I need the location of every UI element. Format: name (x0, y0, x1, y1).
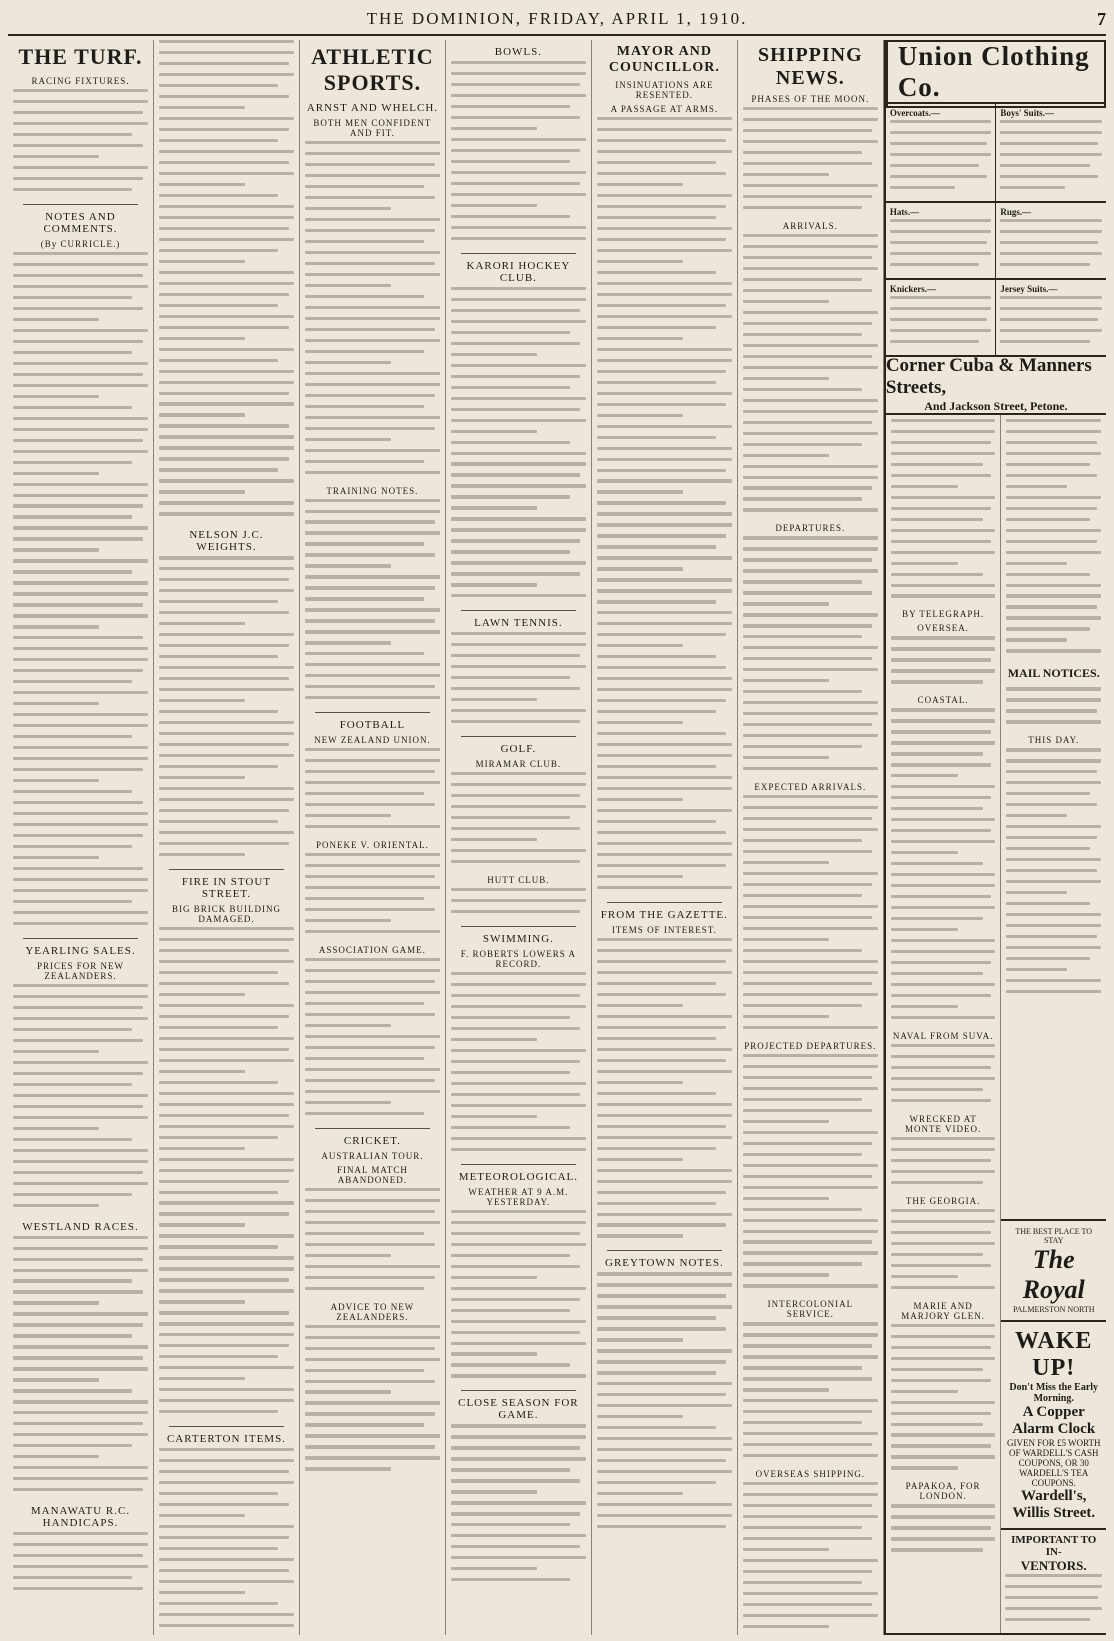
union-clothing-title: Union Clothing Co. (886, 40, 1106, 108)
store-address-ad (886, 357, 1106, 415)
nelson-heading: NELSON J.C. WEIGHTS. (189, 529, 264, 554)
papakoa-heading: PAPAKOA, FOR LONDON. (905, 1481, 981, 1502)
arnst-heading: ARNST AND WHELCH. (306, 102, 439, 114)
page-number: 7 (1097, 8, 1106, 29)
association-text (305, 958, 440, 1123)
divider (169, 869, 284, 870)
swimming-heading: SWIMMING. (482, 932, 554, 945)
items-heading: ITEMS OF INTEREST. (611, 924, 717, 935)
meteorological-heading: METEOROLOGICAL. (458, 1170, 578, 1183)
carterton-heading: CARTERTON ITEMS. (166, 1433, 286, 1446)
overseas-heading: OVERSEAS SHIPPING. (755, 1469, 866, 1480)
inventors-text (1005, 1574, 1102, 1629)
coupon-line: GIVEN FOR £5 WORTH OF WARDELL'S CASH COUPONS, OR 30 WARDELL'S TEA COUPONS. (1006, 1438, 1101, 1489)
divider (461, 1164, 576, 1165)
shipping-right-text (1006, 419, 1101, 661)
arrivals-heading: ARRIVALS. (782, 220, 838, 231)
turf-heading: THE TURF. (18, 44, 143, 69)
marie-text (891, 1324, 996, 1478)
georgia-heading: THE GEORGIA. (905, 1195, 981, 1206)
racing-fixtures-heading: RACING FIXTURES. (31, 76, 130, 86)
wardells-ad (1001, 1320, 1106, 1528)
papakoa-text (891, 1504, 996, 1559)
karori-heading: KARORI HOCKEY CLUB. (466, 259, 571, 284)
boys-suits-label: Boys' Suits.— (1000, 108, 1054, 118)
wrecked-heading: WRECKED AT MONTE VIDEO. (904, 1113, 982, 1134)
westland-heading: WESTLAND RACES. (22, 1220, 139, 1233)
hutt-heading: HUTT CLUB. (487, 875, 550, 885)
departures-heading: DEPARTURES. (775, 523, 846, 534)
intercolonial-text (743, 1322, 878, 1465)
columns (8, 40, 1106, 1635)
moon-phases-text (743, 107, 878, 217)
training-heading: TRAINING NOTES. (326, 485, 419, 496)
overcoats-label: Overcoats.— (889, 108, 940, 118)
advice-text (305, 1325, 440, 1479)
union-clothing-ad (886, 42, 1106, 104)
inventors-line2: VENTORS. (1020, 1558, 1087, 1574)
jersey-suits-text (1000, 296, 1102, 351)
column-mayor (592, 40, 738, 1635)
knickers-label: Knickers.— (889, 283, 937, 294)
association-heading: ASSOCIATION GAME. (318, 944, 426, 955)
jersey-suits-label: Jersey Suits.— (1000, 283, 1058, 294)
projected-text (743, 1054, 878, 1296)
column-shipping (738, 40, 884, 1635)
clothing-ad-grid (886, 104, 1106, 203)
divider (461, 926, 576, 927)
divider (461, 736, 576, 737)
column-turf (8, 40, 154, 1635)
jersey-suits-box (996, 280, 1106, 355)
bowls-text (451, 61, 586, 248)
arnst-text (305, 141, 440, 482)
hutt-text (451, 888, 586, 921)
notes-text (13, 252, 148, 933)
gazette-heading: FROM THE GAZETTE. (600, 908, 728, 921)
wake-up-headline: WAKE UP! (1015, 1328, 1093, 1382)
wake-up-sub: Don't Miss the Early Morning. (1009, 1382, 1099, 1405)
wrecked-text (891, 1137, 996, 1192)
training-text (305, 499, 440, 708)
rugs-text (1000, 219, 1102, 274)
greytown-heading: GREYTOWN NOTES. (605, 1257, 724, 1270)
insinuations-heading: INSINUATIONS ARE RESENTED. (615, 80, 714, 100)
divider (169, 1426, 284, 1427)
ads-lower-left (886, 415, 1002, 1633)
poneke-text (305, 853, 440, 941)
divider (461, 1390, 576, 1391)
departures-text (743, 536, 878, 778)
clothing-ad-grid-3 (886, 280, 1106, 357)
coastal-text (891, 708, 996, 1027)
royal-name: The Royal (1022, 1245, 1085, 1305)
clothing-ad-grid-2 (886, 203, 1106, 280)
final-match-heading: FINAL MATCH ABANDONED. (336, 1164, 408, 1185)
overcoats-box (886, 104, 997, 201)
this-day-heading: THIS DAY. (1028, 735, 1080, 746)
yearling-text (13, 984, 148, 1215)
rugs-label: Rugs.— (1000, 206, 1032, 217)
miramar-text (451, 772, 586, 871)
expected-heading: EXPECTED ARRIVALS. (754, 782, 867, 793)
royal-tagline: THE BEST PLACE TO STAY (1015, 1227, 1093, 1246)
inventors-ad (1001, 1528, 1106, 1633)
miramar-heading: MIRAMAR CLUB. (475, 759, 562, 770)
wardells-address: Wardell's, Willis Street. (1012, 1488, 1096, 1522)
weights-text (159, 40, 294, 523)
poneke-heading: PONEKE V. ORIENTAL. (315, 840, 429, 851)
royal-hotel-ad (1001, 1219, 1106, 1320)
this-day-text (1006, 748, 1101, 1001)
racing-fixtures-text (13, 89, 148, 199)
westland-text (13, 1236, 148, 1500)
karori-text (451, 287, 586, 606)
shipping-continued-text (891, 419, 996, 606)
mail-notices (1001, 415, 1106, 1219)
fire-subheading: BIG BRICK BUILDING DAMAGED. (171, 903, 281, 924)
knickers-text (890, 296, 992, 351)
marie-heading: MARIE AND MARJORY GLEN. (901, 1300, 985, 1321)
ads-lower-right (1001, 415, 1106, 1633)
projected-heading: PROJECTED DEPARTURES. (744, 1040, 877, 1051)
column-bowls (446, 40, 592, 1635)
bowls-heading: BOWLS. (494, 46, 543, 58)
divider (315, 1128, 430, 1129)
georgia-text (891, 1209, 996, 1297)
divider (23, 204, 138, 205)
ads-lower (886, 415, 1106, 1633)
football-heading: FOOTBALL (339, 719, 406, 732)
roberts-heading: F. ROBERTS LOWERS A RECORD. (460, 948, 577, 969)
rugs-box (996, 203, 1106, 278)
column-athletic (300, 40, 446, 1635)
shipping-heading: SHIPPING NEWS. (757, 44, 863, 89)
yearling-heading: YEARLING SALES. (25, 944, 136, 957)
inventors-line1: IMPORTANT TO IN- (1011, 1534, 1097, 1559)
royal-location: PALMERSTON NORTH (1012, 1305, 1095, 1315)
divider (461, 610, 576, 611)
store-address-line1: Corner Cuba & Manners Streets, (885, 355, 1092, 399)
masthead (8, 4, 1106, 36)
prices-heading: PRICES FOR NEW ZEALANDERS. (36, 960, 124, 981)
hats-box (886, 203, 997, 278)
knickers-box (886, 280, 997, 355)
golf-heading: GOLF. (500, 743, 537, 756)
notes-heading: NOTES AND COMMENTS. (43, 210, 118, 235)
byline: (By CURRICLE.) (40, 238, 121, 249)
advice-heading: ADVICE TO NEW ZEALANDERS. (330, 1301, 415, 1322)
nz-union-heading: NEW ZEALAND UNION. (314, 735, 431, 746)
boys-suits-text (1000, 120, 1102, 197)
divider (315, 712, 430, 713)
naval-heading: NAVAL FROM SUVA. (892, 1030, 994, 1041)
nelson-text (159, 556, 294, 864)
column-racing-weights (154, 40, 300, 1635)
mayor-text (597, 117, 732, 897)
weather-heading: WEATHER AT 9 A.M. YESTERDAY. (468, 1186, 569, 1207)
overseas-text (743, 1482, 878, 1635)
fire-heading: FIRE IN STOUT STREET. (181, 875, 272, 900)
arnst-subheading: BOTH MEN CONFIDENT AND FIT. (313, 118, 432, 138)
divider (607, 902, 722, 903)
greytown-text (597, 1272, 732, 1536)
hats-label: Hats.— (889, 206, 920, 217)
gazette-text (597, 938, 732, 1246)
arrivals-text (743, 234, 878, 520)
oversea-text (891, 636, 996, 691)
athletic-heading: ATHLETIC SPORTS. (311, 44, 434, 95)
mail-notices-text (1006, 687, 1101, 731)
divider (23, 938, 138, 939)
column-ads (884, 40, 1106, 1635)
cricket-text (305, 1188, 440, 1298)
mail-notices-heading: MAIL NOTICES. (1007, 666, 1100, 681)
expected-text (743, 795, 878, 1037)
mayor-heading: MAYOR AND COUNCILLOR. (608, 44, 720, 75)
intercolonial-heading: INTERCOLONIAL SERVICE. (767, 1299, 854, 1320)
australian-tour-heading: AUSTRALIAN TOUR. (321, 1150, 424, 1161)
close-season-text (451, 1424, 586, 1589)
passage-heading: A PASSAGE AT ARMS. (610, 104, 719, 114)
fire-text (159, 927, 294, 1421)
swimming-text (451, 972, 586, 1159)
cricket-heading: CRICKET. (343, 1134, 401, 1147)
manawatu-heading: MANAWATU R.C. HANDICAPS. (30, 1505, 131, 1530)
coastal-heading: COASTAL. (917, 695, 969, 706)
nz-union-text (305, 748, 440, 836)
alarm-clock-line: A Copper Alarm Clock (1012, 1404, 1096, 1438)
oversea-heading: OVERSEA. (917, 623, 969, 634)
lawn-text (451, 632, 586, 731)
store-address-line2: And Jackson Street, Petone. (924, 399, 1068, 414)
weather-text (451, 1210, 586, 1386)
hats-text (890, 219, 992, 274)
by-telegraph-heading: BY TELEGRAPH. (902, 609, 985, 620)
boys-suits-box (996, 104, 1106, 201)
moon-phases-heading: PHASES OF THE MOON. (751, 94, 870, 104)
carterton-text (159, 1448, 294, 1635)
manawatu-text (13, 1532, 148, 1598)
overcoats-text (890, 120, 992, 197)
masthead-title: THE DOMINION, FRIDAY, APRIL 1, 1910. (366, 9, 748, 28)
divider (461, 253, 576, 254)
lawn-heading: LAWN TENNIS. (474, 617, 563, 630)
close-season-heading: CLOSE SEASON FOR GAME. (458, 1397, 579, 1422)
divider (607, 1250, 722, 1251)
naval-text (891, 1044, 996, 1110)
